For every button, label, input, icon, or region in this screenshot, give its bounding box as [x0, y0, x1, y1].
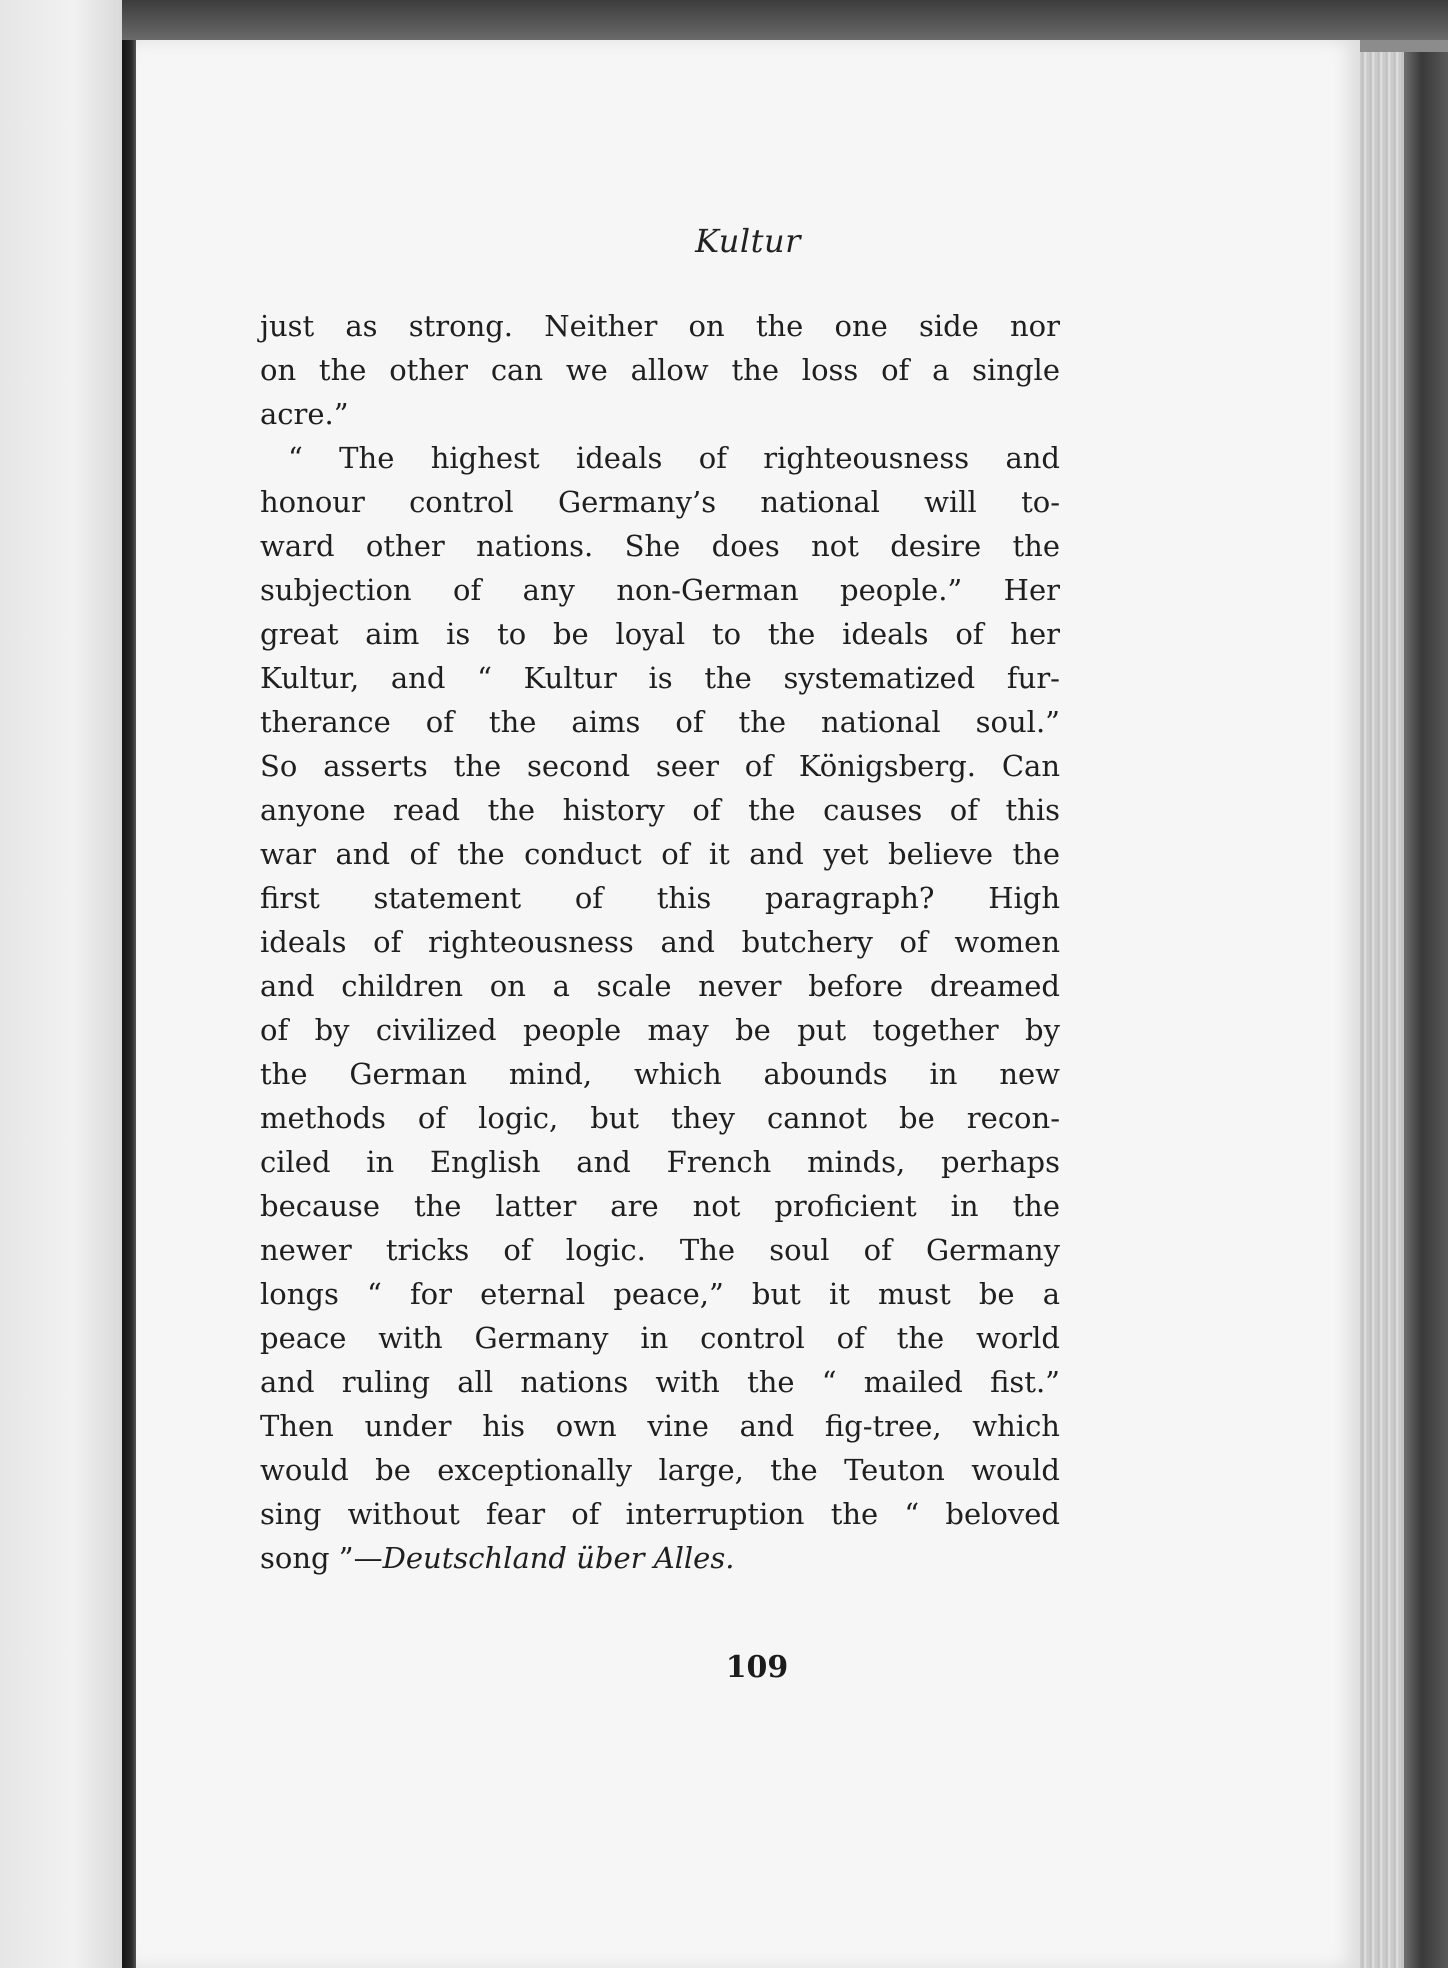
facing-page-edge	[0, 0, 122, 1968]
text-line: subjection of any non-German people.” Her	[260, 573, 1060, 607]
text-line: because the latter are not proficient in the	[260, 1189, 1060, 1223]
body-text	[260, 304, 1060, 1580]
text-line: peace with Germany in control of the world	[260, 1321, 1060, 1355]
text-line: on the other can we allow the loss of a single	[260, 353, 1060, 387]
text-line: newer tricks of logic. The soul of Germany	[260, 1233, 1060, 1267]
text-line: would be exceptionally large, the Teuton would	[260, 1453, 1060, 1487]
text-line: and ruling all nations with the “ mailed fist.”	[260, 1365, 1060, 1399]
text-line: war and of the conduct of it and yet believe the	[260, 837, 1060, 871]
text-line: the German mind, which abounds in new	[260, 1057, 1060, 1091]
text-line: “ The highest ideals of righteousness and	[288, 441, 1060, 475]
text-line: and children on a scale never before dreamed	[260, 969, 1060, 1003]
text-line: methods of logic, but they cannot be recon-	[260, 1101, 1060, 1135]
text-line: sing without fear of interruption the “ beloved	[260, 1497, 1060, 1531]
text-line: ideals of righteousness and butchery of women	[260, 925, 1060, 959]
text-line: therance of the aims of the national soul.”	[260, 705, 1060, 739]
page-stack-edges	[1360, 52, 1404, 1968]
text-line: great aim is to be loyal to the ideals of her	[260, 617, 1060, 651]
text-line: just as strong. Neither on the one side nor	[260, 309, 1060, 343]
final-line-prefix: song ”—	[260, 1541, 383, 1575]
text-line: first statement of this paragraph? High	[260, 881, 1060, 915]
text-line: ward other nations. She does not desire the	[260, 529, 1060, 563]
text-line: longs “ for eternal peace,” but it must be a	[260, 1277, 1060, 1311]
page-number: 109	[725, 1650, 789, 1685]
text-line: honour control Germany’s national will to-	[260, 485, 1060, 519]
book-gutter	[122, 40, 136, 1968]
text-line: of by civilized people may be put together by	[260, 1013, 1060, 1047]
text-line: ciled in English and French minds, perhaps	[260, 1145, 1060, 1179]
final-line-italic: Deutschland über Alles.	[382, 1541, 735, 1575]
text-line: anyone read the history of the causes of this	[260, 793, 1060, 827]
scan-top-border	[0, 0, 1448, 40]
text-line: Kultur, and “ Kultur is the systematized fur-	[260, 661, 1060, 695]
text-line: Then under his own vine and fig-tree, which	[260, 1409, 1060, 1443]
text-line: So asserts the second seer of Königsberg. Can	[260, 749, 1060, 783]
text-line: acre.”	[260, 397, 349, 431]
text-line-final	[260, 1536, 1060, 1580]
running-head: Kultur	[695, 222, 801, 260]
book-cover-edge	[1404, 52, 1448, 1968]
